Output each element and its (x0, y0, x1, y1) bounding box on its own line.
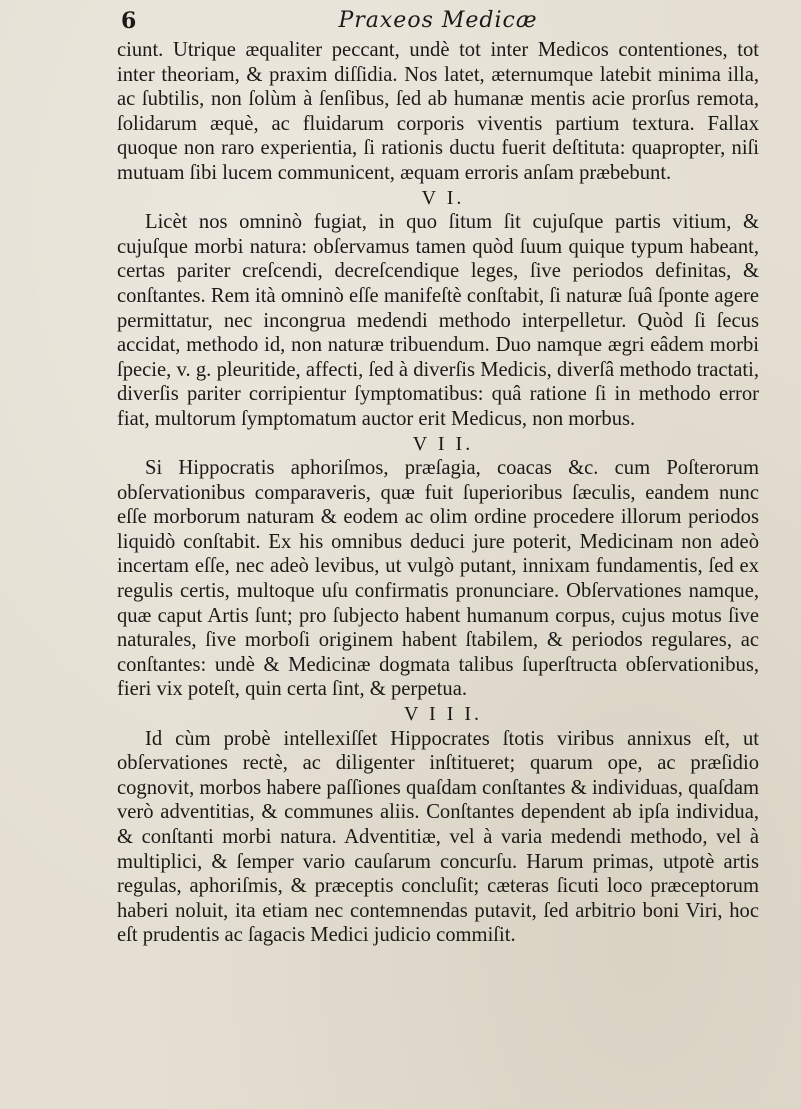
section-heading-7: V I I. (412, 432, 474, 455)
section-paragraph-6: Licèt nos omninò fugiat, in quo ſitum ſit cujuſque partis vitium, & cujuſque morbi natura: obſervamus tamen quòd ſuum quique typum habeant, certas pariter creſcendi, decreſcendique leges, ſive periodos definitas, & conſtantes. Rem ità omninò eſſe manifeſtè conſtabit, ſi naturæ ſuâ ſponte agere permittatur, nec incongrua medendi methodo interpelletur. Quòd ſi ſecus accidat, methodo id, non naturæ tribuendum. Duo namque ægri eâdem morbi ſpecie, v. g. pleuritide, affecti, ſed à diverſis Medicis, diverſâ methodo tractati, diverſis pariter corripientur ſymptomatibus: quâ ratione ſi in methodo error fiat, multorum ſymptomatum auctor erit Medicus, non morbus. (117, 211, 759, 430)
intro-paragraph: ciunt. Utrique æqualiter peccant, undè tot inter Medicos contentiones, tot inter theoriam, & praxim diſſidia. Nos latet, æternumque latebit minima illa, ac ſubtilis, non ſolùm à ſenſibus, ſed ab humanæ mentis acie prorſus remota, ſolidarum æquè, ac fluidarum corporis viventis partium textura. Fallax quoque non raro experientia, ſi rationis ductu fuerit deſtituta: quapropter, niſi mutuam ſibi lucem communicent, æquam erroris anſam præbebunt. (117, 39, 759, 184)
section-paragraph-7: Si Hippocratis aphoriſmos, præſagia, coacas &c. cum Poſterorum obſervationibus comparaveris, quæ fuit ſuperioribus ſæculis, eandem nunc eſſe morborum naturam & eodem ac olim ordine procedere illorum periodos liquidò conſtabit. Ex his omnibus deduci jure poterit, Medicinam non adeò incertam eſſe, nec adeò levibus, ut vulgò putant, innixam fundamentis, ſed ex regulis certis, multoque uſu confirmatis pronunciare. Obſervationes namque, quæ caput Artis ſunt; pro ſubjecto habent humanum corpus, cujus motus ſive naturales, ſive morboſi originem habent ſtabilem, & periodos regulares, ac conſtantes: undè & Medicinæ dogmata talibus ſuperſtructa obſervationibus, fieri vix poteſt, quin certa ſint, & perpetua. (117, 457, 759, 701)
running-head (117, 8, 759, 38)
section-paragraph-8: Id cùm probè intellexiſſet Hippocrates ſtotis viribus annixus eſt, ut obſervationes rectè, ac diligenter inſtitueret; quarum ope, ac præſidio cognovit, morbos habere paſſiones quaſdam conſtantes & individuas, quaſdam verò adventitias, & communes aliis. Conſtantes dependent ab ipſa individua, & conſtanti morbi natura. Adventitiæ, vel à varia medendi methodo, vel à multiplici, & ſemper vario cauſarum concurſu. Harum primas, utpotè artis regulas, aphoriſmis, & præceptis concluſit; cæteras ſicuti loco præceptorum haberi noluit, ita etiam nec contemnendas putavit, ſed arbitrio boni Viri, hoc eſt prudentis ac ſagacis Medici judicio commiſit. (117, 727, 759, 947)
section-heading-6: V I. (421, 186, 465, 209)
running-title: Praxeos Medicæ (338, 8, 538, 33)
section-heading-8: V I I I. (403, 703, 483, 726)
body-text (117, 38, 759, 948)
page-number: 6 (121, 8, 137, 34)
